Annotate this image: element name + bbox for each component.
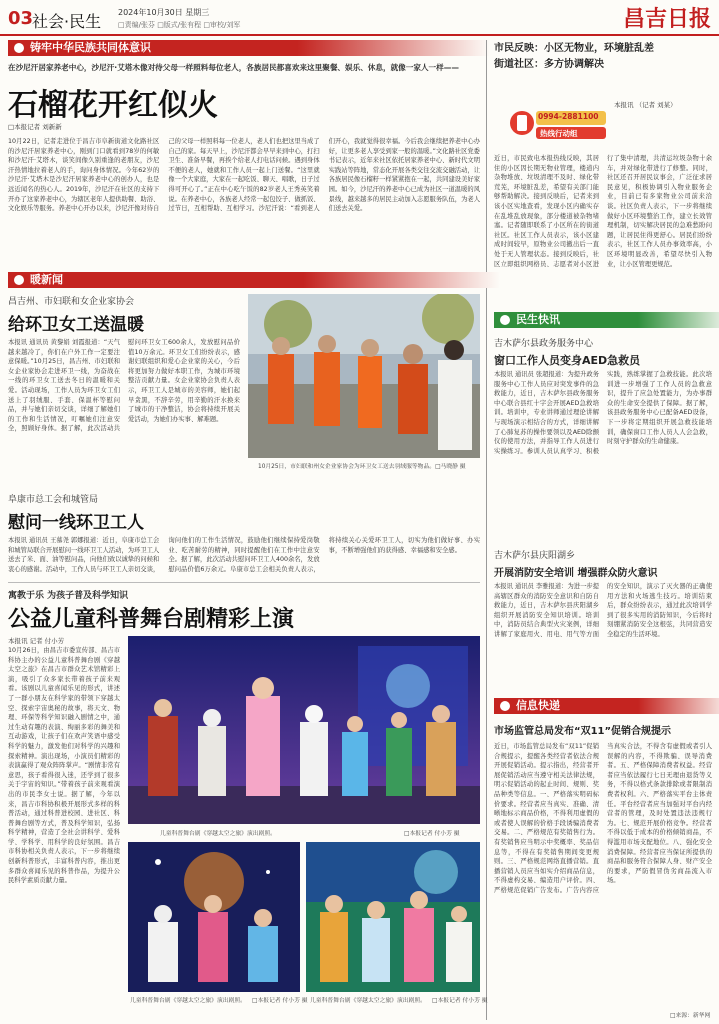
story1-caption: 10月25日，市妇联和州女企业家协会为环卫女工送去羽绒服等物品。□马晓静 摄 (258, 464, 466, 470)
banner-label: 民生快讯 (516, 313, 560, 326)
feature-byline: □本报记者 刘新新 (8, 123, 62, 131)
hotline-label: 热线行动组 (540, 129, 578, 138)
children-body: 10月26日，由昌吉市委宣传部、昌吉市科协主办的公益儿童科普舞台剧《穿越太空之旅》在昌吉市群众艺术馆精彩上演，吸引了众多家长带着孩子前来观看。该剧以儿童喜闻乐见的形式，讲述了一群小朋友在科学家的带领下穿越太空、探索宇宙奥秘的故事，将天文、物理、环保等科学知识融入剧情之中，通过生动有趣的表演、绚丽多彩的舞美和互动游戏，让孩子们在欢声笑语中感受科学的魅力，激发他们对科学的兴趣和探索精神。演出现场，小演员们精彩的表演赢得了观众阵阵掌声。“剧情非常有意思，孩子看得很入迷，还学到了很多关于宇宙的知识。”带着孩子前来观看演出的市民李女士说。据了解，今年以来，昌吉市科协积极开展形式多样的科普活动，通过科普进校园、进社区、科普舞台剧等方式，普及科学知识，弘扬科学精神，营造了全社会讲科学、爱科学、学科学、用科学的良好氛围。昌吉市科协相关负责人表示，下一步将继续创新科普形式，丰富科普内容，推出更多群众喜闻乐见的科普作品，为提升公民科学素质贡献力量。 (8, 647, 120, 885)
photo-main-caption: 儿童科普舞台剧《穿越太空之旅》演出剧照。 (160, 831, 276, 837)
feature-body: 10月22日，记者走进位于昌吉市阜新街道文化路社区的沙尼汗居家养老中心，刚到门口就看到78岁的何敏和沙尼汗·艾塔木，谈笑间像久别重逢的老朋友，沙尼汗热情地拉着老人的手，询问身体情况。今年62岁的沙尼汗·艾塔木是沙尼汗居家养老中心的创办人，也是远近闻名的热心人。2019年，沙尼汗在社区的支持下开办了这家养老中心，为辖区老年人提供助餐、助浴、文化娱乐等服务。养老中心开办以来，沙尼汗像对待自己的父母一样照料每一位老人，老人们也把这里当成了自己的家。每天早上，沙尼汗都会早早来到中心，打扫卫生、准备早餐，再挨个给老人打电话问候。遇到身体不便的老人，她就和工作人员一起上门送餐。“这里就像一个大家庭，大家在一起吃饭、聊天、唱歌，日子过得可开心了。”正在中心吃午饭的82岁老人王秀英笑着说。在养老中心，各族老人经常一起包饺子、做抓饭、过节日，互相帮助、互相学习。沙尼汗说：“看到老人们开心，我就觉得很幸福。今后我会继续把养老中心办好，让更多老人享受到家一般的温暖。”文化路社区党委书记表示，近年来社区依托居家养老中心、新时代文明实践站等阵地，常态化开展各类交往交流交融活动，让各族居民像石榴籽一样紧紧抱在一起，共同建设美好家园。如今，沙尼汗的养老中心已成为社区一道温暖的风景线，越来越多的居民主动加入志愿服务队伍，为老人们送去关爱。 (8, 138, 480, 213)
story1-body: 本报讯 通讯员 黄黎娟 刘霞报道：“天气越来越冷了，你们在户外工作一定要注意保暖。”10月25日，昌吉州、市妇联和女企业家协会走进环卫一线，为奋战在一线的环卫女工送去冬日的温暖和关爱。活动现场，工作人员为环卫女工们送上了羽绒服、手套、保温杯等慰问品，并与她们亲切交谈，详细了解她们的工作和生活情况，叮嘱她们注意安全，照顾好身体。据了解，此次活动共慰问环卫女工600余人，发放慰问品价值10万余元。环卫女工们纷纷表示，感谢妇联组织和爱心企业家的关心，今后将更加努力做好本职工作，为城市环境整洁贡献力量。女企业家协会负责人表示，环卫工人是城市的美容师，她们起早贪黑，不辞辛劳，用辛勤的汗水换来了城市的干净整洁，协会将持续开展关爱活动，为她们办实事、解难题。 (8, 339, 240, 433)
section-divider (8, 582, 480, 583)
banner-label: 信息快递 (516, 699, 560, 712)
stage-left-image (128, 842, 300, 992)
photo-stage-right (306, 842, 480, 992)
hotline-byline: 本报讯 （记者 刘某） (614, 101, 677, 109)
info-title: 市场监管总局发布“双11”促销合规提示 (494, 726, 672, 737)
page-header (0, 0, 719, 36)
hotline-phone-icon (508, 97, 608, 149)
feature-title: 石榴花开红似火 (8, 88, 218, 123)
photo-sanitation-workers (248, 294, 480, 458)
children-kicker: 寓教于乐 为孩子普及科学知识 (8, 591, 129, 601)
issue-date: 2024年10月30日 星期三 (118, 8, 210, 17)
story1-kicker: 昌吉州、市妇联和女企业家协会 (8, 297, 135, 307)
banner-bullet-icon (14, 275, 24, 285)
photo-stage-left (128, 842, 300, 992)
story1-title: 给环卫女工送温暖 (8, 315, 144, 335)
banner-livelihood (494, 312, 719, 328)
stage-main-image (128, 636, 480, 824)
story2-title: 慰问一线环卫工人 (8, 513, 144, 533)
info-body: 近日，市场监管总局发布“双11”促销合规提示，提醒各类经营者依法合规开展促销活动。提示指出，经营者开展促销活动应当遵守相关法律法规，明示促销活动的起止时间、规则、奖品种类等信息。一、严格落实明码标价要求。经营者应当真实、准确、清晰地标示商品价格，不得利用虚假的或者使人误解的价格手段诱骗消费者交易。二、严格规范有奖销售行为。有奖销售应当明示中奖概率、奖品信息等，不得在有奖销售期间变更规则。三、严格规范网络直播营销。直播营销人员应当如实介绍商品信息，不得虚构交易、编造用户评价。四、严格规范促销广告发布。广告内容应当真实合法，不得含有虚假或者引人误解的内容，不得欺骗、误导消费者。五、严格保障消费者权益。经营者应当依法履行七日无理由退货等义务，不得以格式条款排除或者限制消费者权利。六、严格落实平台主体责任。平台经营者应当加强对平台内经营者的管理，及时处置违法违规行为。七、规范开展价格竞争。经营者不得以低于成本的价格倾销商品，不得滥用市场支配地位。八、强化安全消费保障。经营者应当保证所提供的商品和服务符合保障人身、财产安全的要求，严防假冒伪劣商品流入市场。 (494, 743, 712, 894)
hotline-graphic (508, 97, 608, 149)
hotline-body: 近日，市民致电本报热线反映，其居住的小区因长期无物业管理，楼道内杂物堆放、垃圾清理不及时、绿化带荒芜，环境脏乱差，希望有关部门能够帮助解决。接到反映后，记者来到该小区实地查看，发现小区内确实存在乱堆乱放现象，部分楼道被杂物堵塞。记者随即联系了小区所在的街道社区。社区工作人员表示，该小区建成时间较早，原物业公司撤出后一直处于无人管理状态。接到反映后，社区立即组织网格员、志愿者对小区进行了集中清理，共清运垃圾杂物十余车，并对绿化带进行了修整。同时，社区还召开居民议事会，广泛征求居民意见，积极协调引入物业服务企业，目前已有多家物业公司前来洽谈。社区负责人表示，下一步将继续做好小区环境整治工作，建立长效管理机制，切实解决居民的急难愁盼问题，让居民住得更舒心。居民们纷纷表示，社区工作人员办事效率高，小区环境明显改善，希望尽快引入物业，让小区管理更规范。 (494, 155, 712, 268)
ms-story2-body: 本报讯 通讯员 李雅报道：为进一步提高辖区群众的消防安全意识和自防自救能力，近日，吉木萨尔县庆阳湖乡组织开展消防安全知识培训。培训中，消防员结合典型火灾案例，详细讲解了家庭用火、用电、用气等方面的安全知识，演示了灭火器的正确使用方法和火场逃生技巧。培训结束后，群众纷纷表示，通过此次培训学到了很多实用的消防知识，今后将时刻绷紧消防安全这根弦，共同营造安全稳定的生活环境。 (494, 583, 712, 638)
ms-story2-kicker: 吉木萨尔县庆阳湖乡 (494, 551, 576, 561)
photo-left-credit: □本报记者 付小芳 摄 (252, 998, 308, 1004)
story2-kicker: 阜康市总工会和城管局 (8, 495, 99, 505)
banner-warm-news (8, 272, 500, 288)
banner-bullet-icon (14, 43, 24, 53)
banner-ethnic-unity (8, 40, 490, 56)
banner-label: 暖新闻 (30, 273, 63, 286)
ms-story1-kicker: 吉木萨尔县政务服务中心 (494, 339, 594, 349)
photo-right-caption: 儿童科普舞台剧《穿越太空之旅》演出剧照。 (310, 998, 426, 1004)
banner-info-express (494, 698, 719, 714)
hotline-number: 0994-2881100 (538, 112, 599, 121)
editor-credits: □责编/张芬 □版式/张有程 □审校/刘军 (118, 21, 241, 29)
stage-right-image (306, 842, 480, 992)
feature-kicker: 在沙尼汗居家养老中心，沙尼汗·艾塔木像对待父母一样照料每位老人，各族居民都喜欢来这里聚餐、娱乐、休息，就像一家人一样—— (8, 63, 459, 72)
photo-left-caption: 儿童科普舞台剧《穿越太空之旅》演出剧照。 (130, 998, 246, 1004)
children-title: 公益儿童科普舞台剧精彩上演 (8, 606, 295, 632)
photo-right-credit: □本报记者 付小芳 摄 (432, 998, 488, 1004)
ms-story2-title: 开展消防安全培训 增强群众防火意识 (494, 568, 658, 579)
sanitation-photo-image (248, 294, 480, 458)
ms-story1-title: 窗口工作人员变身AED急救员 (494, 354, 641, 367)
masthead-logo: 昌吉日报 (622, 6, 711, 32)
hotline-subtitle: 街道社区：多方协调解决 (494, 59, 604, 70)
banner-label: 铸牢中华民族共同体意识 (30, 41, 151, 54)
info-credit: □来源：新华网 (670, 1013, 711, 1019)
children-byline: 本报讯 记者 付小芳 (8, 637, 65, 645)
ms-story1-body: 本报讯 通讯员 张超报道：为提升政务服务中心工作人员应对突发事件的急救能力，近日，吉木萨尔县政务服务中心联合县红十字会开展AED急救培训。培训中，专业讲师通过理论讲解与现场演示相结合的方式，详细讲解了心肺复苏的操作要领以及AED除颤仪的使用方法，并指导工作人员进行实操练习。参训人员认真学习、积极实践，熟练掌握了急救技能。此次培训进一步增强了工作人员的急救意识，提升了应急处置能力，为办事群众的生命安全提供了保障。据了解，该县政务服务中心已配备AED设备，下一步将定期组织开展急救技能培训，确保窗口工作人员人人会急救，时刻守护群众的生命健康。 (494, 371, 712, 455)
column-divider (486, 40, 487, 1020)
banner-bullet-icon (500, 701, 510, 711)
photo-main-credit: □本报记者 付小芳 摄 (404, 831, 460, 837)
banner-bullet-icon (500, 315, 510, 325)
section-name: 社会·民生 (32, 12, 102, 31)
page-number: 03 (8, 8, 34, 29)
story2-body: 本报讯 通讯员 王慕尧 郭娜报道：近日，阜康市总工会和城管局联合开展慰问一线环卫工人活动，为环卫工人送去了米、面、油等慰问品，向他们致以诚挚的问候和衷心的感谢。活动中，工作人员与环卫工人亲切交谈，询问他们的工作生活情况，鼓励他们继续保持爱岗敬业、吃苦耐劳的精神，同时提醒他们在工作中注意安全。据了解，此次活动共慰问环卫工人400余名，发放慰问品价值6万余元。阜康市总工会相关负责人表示，将持续关心关爱环卫工人，切实为他们做好事、办实事，不断增强他们的获得感、幸福感和安全感。 (8, 537, 480, 573)
photo-stage-main (128, 636, 480, 824)
hotline-title: 市民反映：小区无物业，环境脏乱差 (494, 43, 654, 54)
